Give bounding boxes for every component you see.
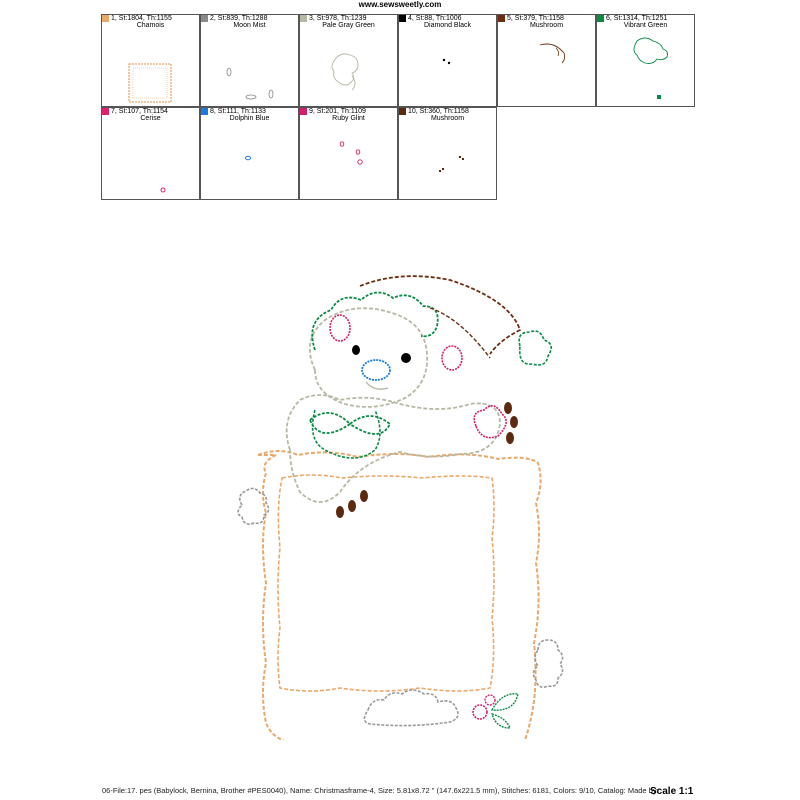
- thread-preview-claws: [399, 124, 496, 199]
- thread-info: 8, St:111, Th:1133: [210, 108, 266, 115]
- holly-berry: [473, 705, 487, 719]
- holly-leaf: [492, 694, 518, 710]
- thread-name: Mushroom: [529, 22, 564, 29]
- thread-preview-cerise: [102, 124, 199, 199]
- thread-name: Vibrant Green: [623, 22, 668, 29]
- thread-swatch: [597, 15, 604, 22]
- claw: [348, 500, 356, 512]
- hat: [360, 276, 520, 354]
- thread-cell-4: [398, 14, 497, 107]
- thread-cell-9: [299, 107, 398, 200]
- ear-right: [442, 346, 462, 370]
- thread-cell-10: [398, 107, 497, 200]
- nose: [362, 360, 390, 380]
- ear-left: [330, 315, 350, 341]
- thread-info: 6, St:1314, Th:1251: [606, 15, 668, 22]
- thread-cell-3: [299, 14, 398, 107]
- thread-swatch: [201, 108, 208, 115]
- thread-name: Mushroom: [430, 115, 465, 122]
- cloud-bottom: [364, 690, 458, 726]
- thread-info: 7, St:107, Th:1154: [111, 108, 168, 115]
- claw: [510, 416, 518, 428]
- mouth: [366, 382, 388, 389]
- thread-swatch: [399, 15, 406, 22]
- thread-preview-ruby: [300, 124, 397, 199]
- thread-swatch: [300, 15, 307, 22]
- thread-preview-green: [597, 31, 694, 106]
- eye-left: [352, 345, 360, 355]
- cloud-right: [533, 640, 562, 687]
- thread-info: 10, St:360, Th:1158: [408, 108, 469, 115]
- thread-swatch: [399, 108, 406, 115]
- thread-preview-bear-outline: [300, 31, 397, 106]
- thread-cell-5: [497, 14, 596, 107]
- thread-preview-hat: [498, 31, 595, 106]
- thread-preview-nose: [201, 124, 298, 199]
- claw: [360, 490, 368, 502]
- thread-swatch: [102, 15, 109, 22]
- thread-swatch: [300, 108, 307, 115]
- thread-swatch: [201, 15, 208, 22]
- thread-grid: [101, 14, 698, 201]
- claw: [336, 506, 344, 518]
- frame-outer: [258, 451, 541, 740]
- frame-inner: [278, 475, 494, 691]
- holly-berry-2: [485, 695, 495, 705]
- thread-cell-6: [596, 14, 695, 107]
- thread-preview-eyes: [399, 31, 496, 106]
- thread-name: Cerise: [140, 115, 161, 122]
- thread-preview-frame: [102, 31, 199, 106]
- thread-name: Pale Gray Green: [322, 22, 375, 29]
- claw: [506, 432, 514, 444]
- thread-cell-8: [200, 107, 299, 200]
- claw: [504, 402, 512, 414]
- thread-cell-1: [101, 14, 200, 107]
- ornament: [474, 406, 506, 438]
- thread-name: Ruby Glint: [332, 115, 365, 122]
- thread-name: Dolphin Blue: [229, 115, 270, 122]
- file-info: 06-File:17. pes (Babylock, Bernina, Brother #PES0040), Name: Christmasframe-4, Size: 5.81x8.72 " (147.6x221.5 mm), Stitches: 6181, Colors: 9/10, Catalog: Made by:: [102, 786, 659, 795]
- thread-cell-2: [200, 14, 299, 107]
- thread-info: 1, St:1804, Th:1155: [111, 15, 172, 22]
- thread-name: Diamond Black: [423, 22, 472, 29]
- thread-info: 9, St:201, Th:1109: [309, 108, 366, 115]
- site-title[interactable]: www.sewsweetly.com: [358, 0, 442, 9]
- thread-swatch: [102, 108, 109, 115]
- holly-leaf-2: [492, 714, 510, 728]
- hat-pompom: [519, 331, 551, 365]
- thread-preview-clouds: [201, 31, 298, 106]
- thread-name: Chamois: [136, 22, 165, 29]
- thread-info: 3, St:978, Th:1239: [309, 15, 367, 22]
- eye-right: [401, 353, 411, 363]
- scale-label: Scale 1:1: [650, 786, 694, 797]
- thread-info: 2, St:839, Th:1288: [210, 15, 268, 22]
- embroidery-design: [220, 250, 580, 740]
- thread-info: 5, St:379, Th:1158: [507, 15, 564, 22]
- thread-cell-7: [101, 107, 200, 200]
- thread-info: 4, St:88, Th:1006: [408, 15, 462, 22]
- thread-name: Moon Mist: [233, 22, 266, 29]
- thread-swatch: [498, 15, 505, 22]
- bear-body: [287, 395, 500, 502]
